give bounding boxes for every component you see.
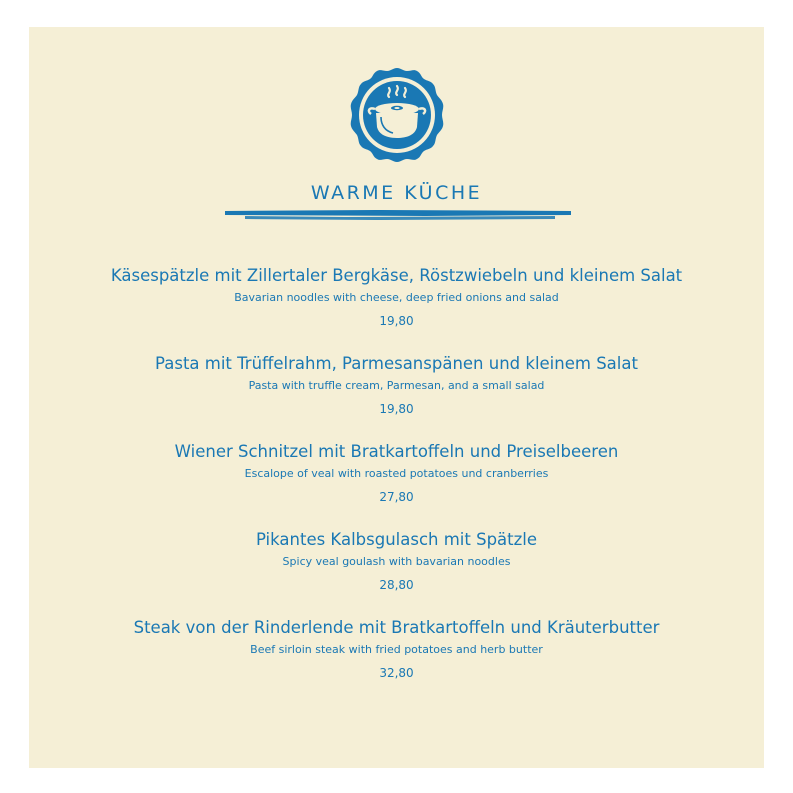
menu-item	[0, 353, 793, 441]
item-description: Bavarian noodles with cheese, deep fried onions and salad	[234, 291, 559, 304]
item-description: Pasta with truffle cream, Parmesan, and a small salad	[248, 379, 545, 392]
item-name: Steak von der Rinderlende mit Bratkartoffeln und Kräuterbutter	[133, 618, 660, 637]
cooking-pot-icon	[349, 67, 445, 163]
item-name: Wiener Schnitzel mit Bratkartoffeln und Preiselbeeren	[174, 442, 619, 461]
item-description: Escalope of veal with roasted potatoes und cranberries	[244, 467, 549, 480]
item-price: 32,80	[379, 666, 414, 680]
item-name: Käsespätzle mit Zillertaler Bergkäse, Röstzwiebeln und kleinem Salat	[110, 266, 683, 285]
item-name: Pikantes Kalbsgulasch mit Spätzle	[255, 530, 538, 549]
menu-list	[0, 265, 793, 705]
section-title: WARME KÜCHE	[310, 182, 483, 204]
menu-item	[0, 617, 793, 705]
menu-item	[0, 441, 793, 529]
menu-item	[0, 265, 793, 353]
item-description: Beef sirloin steak with fried potatoes and herb butter	[250, 643, 543, 656]
item-description: Spicy veal goulash with bavarian noodles	[282, 555, 511, 568]
item-price: 27,80	[379, 490, 414, 504]
menu-item	[0, 529, 793, 617]
item-price: 19,80	[379, 314, 414, 328]
item-price: 19,80	[379, 402, 414, 416]
title-underline	[225, 210, 571, 220]
item-price: 28,80	[379, 578, 414, 592]
item-name: Pasta mit Trüffelrahm, Parmesanspänen und kleinem Salat	[155, 354, 638, 373]
